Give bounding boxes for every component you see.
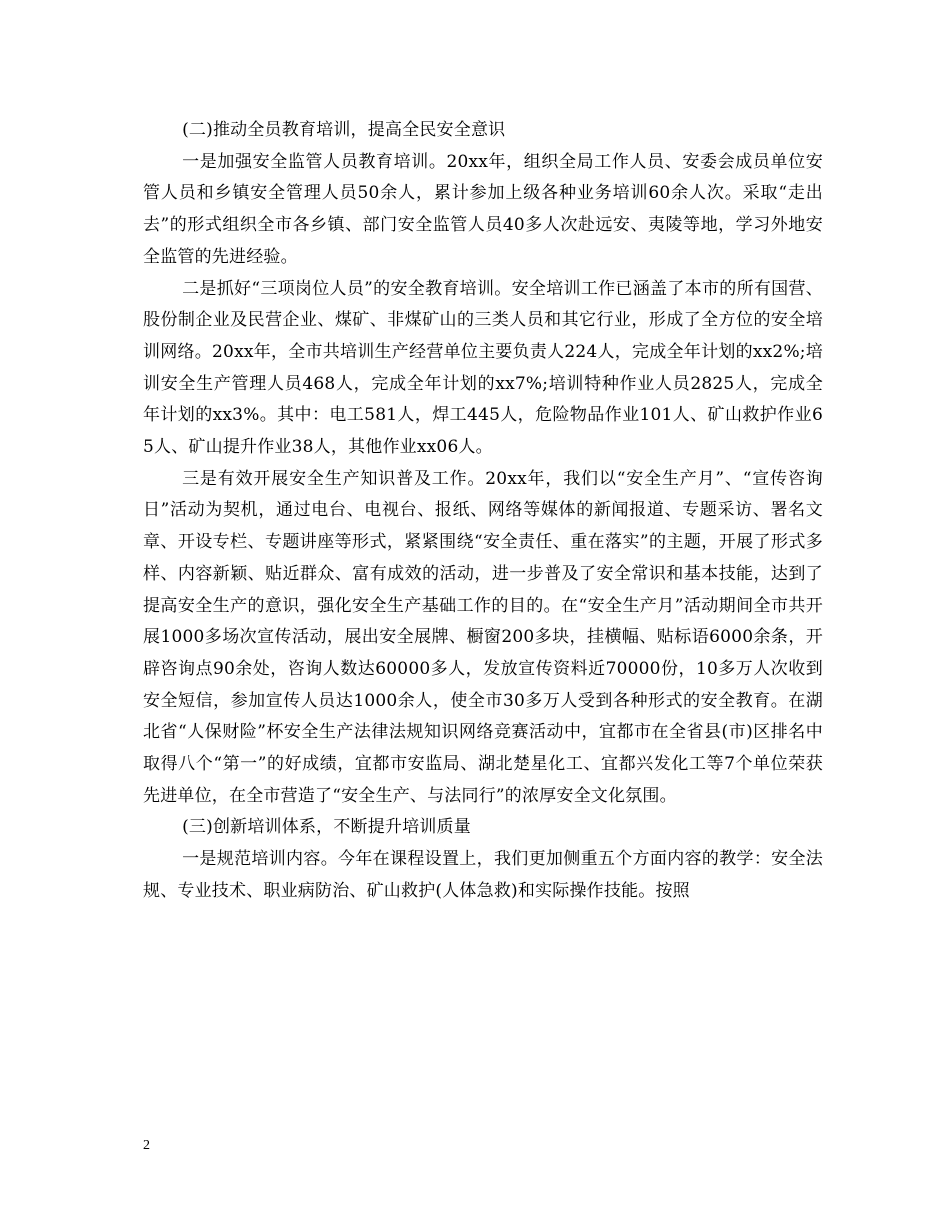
paragraph-staff-training: 一是加强安全监管人员教育培训。20xx年，组织全局工作人员、安委会成员单位安管人员和乡镇安全管理人员50余人，累计参加上级各种业务培训60余人次。采取“走出去”的形式组织全市各乡镇、部门安全监管人员40多人次赴远安、夷陵等地，学习外地安全监管的先进经验。 bbox=[143, 151, 823, 267]
paragraph-safety-knowledge: 三是有效开展安全生产知识普及工作。20xx年，我们以“安全生产月”、“宣传咨询日”活动为契机，通过电台、电视台、报纸、网络等媒体的新闻报道、专题采访、署名文章、开设专栏、专题讲座等形式，紧紧围绕“安全责任、重在落实”的主题，开展了形式多样、内容新颖、贴近群众、富有成效的活动，进一步普及了安全常识和基本技能，达到了提高安全生产的意识，强化安全生产基础工作的目的。在“安全生产月”活动期间全市共开展1000多场次宣传活动，展出安全展牌、橱窗200多块，挂横幅、贴标语6000余条，开辟咨询点90余处，咨询人数达60000多人，发放宣传资料近70000份，10多万人次收到安全短信，参加宣传人员达1000余人，使全市30多万人受到各种形式的安全教育。在湖北省“人保财险”杯安全生产法律法规知识网络竞赛活动中，宜都市在全省县(市)区排名中取得八个“第一”的好成绩，宜都市安监局、湖北楚星化工、宜都兴发化工等7个单位荣获先进单位，在全市营造了“安全生产、与法同行”的浓厚安全文化氛围。 bbox=[143, 468, 823, 806]
paragraph-training-content: 一是规范培训内容。今年在课程设置上，我们更加侧重五个方面内容的教学：安全法规、专业技术、职业病防治、矿山救护(人体急救)和实际操作技能。按照 bbox=[143, 849, 823, 901]
document-body bbox=[143, 115, 823, 908]
paragraph-three-positions-training: 二是抓好“三项岗位人员”的安全教育培训。安全培训工作已涵盖了本市的所有国营、股份制企业及民营企业、煤矿、非煤矿山的三类人员和其它行业，形成了全方位的安全培训网络。20xx年，全市共培训生产经营单位主要负责人224人，完成全年计划的xx2%;培训安全生产管理人员468人，完成全年计划的xx7%;培训特种作业人员2825人，完成全年计划的xx3%。其中：电工581人，焊工445人，危险物品作业101人、矿山救护作业65人、矿山提升作业38人，其他作业xx06人。 bbox=[143, 278, 823, 458]
section-heading-3: (三)创新培训体系，不断提升培训质量 bbox=[182, 817, 471, 838]
page-number: 2 bbox=[143, 1138, 150, 1153]
section-heading-2: (二)推动全员教育培训，提高全民安全意识 bbox=[182, 120, 506, 140]
